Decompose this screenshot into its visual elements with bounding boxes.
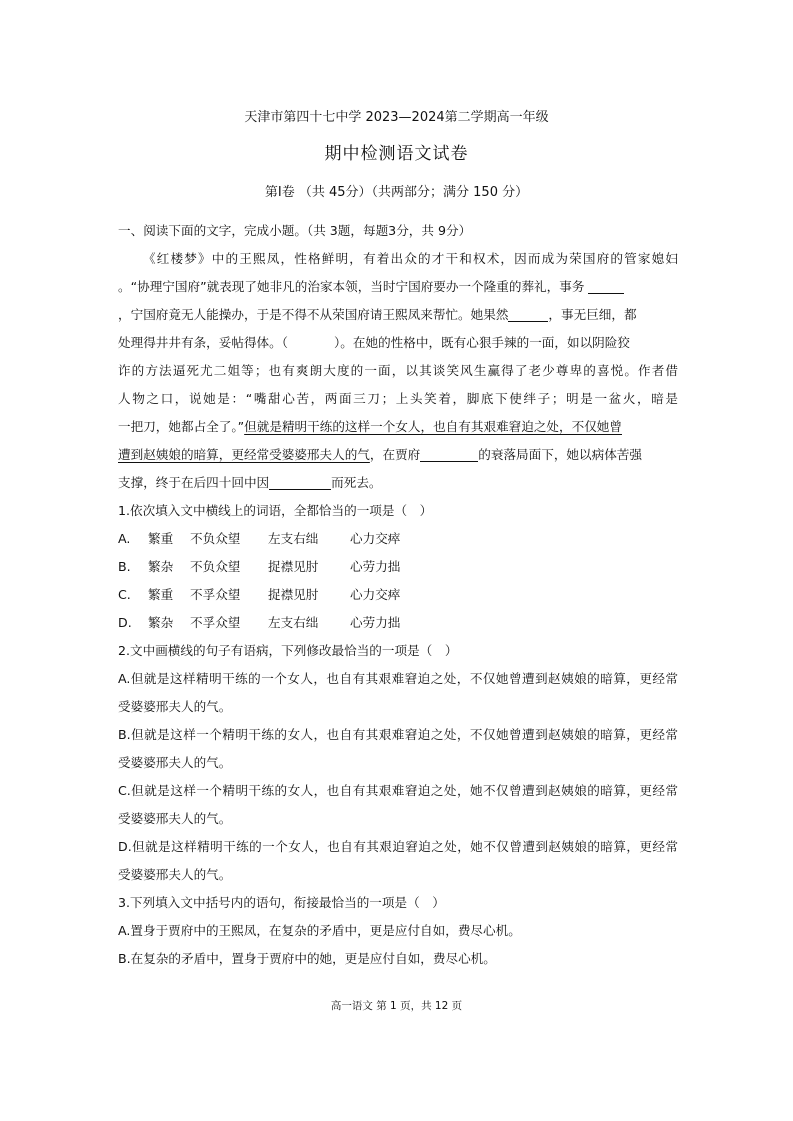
option-b[interactable]: B. 繁杂 不负众望 捉襟见肘 心劳力拙 bbox=[118, 559, 401, 574]
option-a[interactable]: A. 繁重 不负众望 左支右绌 心力交瘁 bbox=[118, 531, 401, 546]
question-stem: 3.下列填入文中括号内的语句，衔接最恰当的一项是（ ） bbox=[118, 895, 445, 910]
question-2 bbox=[118, 637, 678, 889]
passage-line: 。“协理宁国府”就表现了她非凡的治家本领，当时宁国府要办一个隆重的葬礼，事务 bbox=[118, 273, 678, 301]
option-d[interactable]: D. 繁杂 不孚众望 左支右绌 心劳力拙 bbox=[118, 615, 401, 630]
underlined-sentence: 遭到赵姨娘的暗算，更经常受婆婆邢夫人的气 bbox=[118, 447, 370, 462]
passage-line: 一把刀，她都占全了。”但就是精明干练的这样一个女人，也自有其艰难窘迫之处，不仅她曾 bbox=[118, 419, 622, 434]
fill-blank bbox=[269, 475, 331, 490]
fill-blank bbox=[508, 307, 548, 322]
exam-body bbox=[118, 217, 678, 973]
option-a[interactable]: A.但就是这样精明干练的一个女人，也自有其艰难窘迫之处，不仅她曾遭到赵姨娘的暗算，更经常 受婆婆邢夫人的气。 bbox=[118, 671, 678, 714]
question-1 bbox=[118, 497, 678, 637]
volume-info: 第Ⅰ卷 （共 45分）（共两部分；满分 150 分） bbox=[264, 185, 529, 200]
question-stem: 2.文中画横线的句子有语病，下列修改最恰当的一项是（ ） bbox=[118, 643, 458, 658]
passage-line: 处理得井井有条，妥帖得体。（ ）。在她的性格中，既有心狠手辣的一面，如以阴险狡 bbox=[118, 335, 630, 350]
passage-line: 支撑，终于在后四十回中因 而死去。 bbox=[118, 475, 382, 490]
passage-line: ，宁国府竟无人能操办，于是不得不从荣国府请王熙凤来帮忙。她果然 ，事无巨细，都 bbox=[118, 307, 637, 322]
fill-blank bbox=[420, 447, 478, 462]
exam-title: 期中检测语文试卷 bbox=[324, 144, 469, 164]
passage-line: 《红楼梦》中的王熙凤，性格鲜明，有着出众的才干和权术，因而成为荣国府的管家媳妇 bbox=[143, 251, 678, 266]
passage-line: 诈的方法逼死尤二姐等；也有爽朗大度的一面，以其谈笑风生赢得了老少尊卑的喜悦。作者借 bbox=[118, 363, 678, 378]
fill-blank bbox=[588, 279, 624, 294]
option-a[interactable]: A.置身于贾府中的王熙凤，在复杂的矛盾中，更是应付自如，费尽心机。 bbox=[118, 923, 521, 938]
option-c[interactable]: C.但就是这样一个精明干练的女人，也自有其艰难窘迫之处，她不仅曾遭到赵姨娘的暗算，更经常 受婆婆邢夫人的气。 bbox=[118, 783, 678, 826]
reading-passage bbox=[118, 245, 678, 497]
passage-line: 人物之口，说她是：“嘴甜心苦，两面三刀；上头笑着，脚底下使绊子；明是一盆火，暗是 bbox=[118, 391, 678, 406]
underlined-sentence: 但就是精明干练的这样一个女人，也自有其艰难窘迫之处，不仅她曾 bbox=[244, 419, 622, 434]
passage-line: 遭到赵姨娘的暗算，更经常受婆婆邢夫人的气，在贾府 的衰落局面下，她以病体苦强 bbox=[118, 447, 642, 462]
question-stem: 1.依次填入文中横线上的词语，全都恰当的一项是（ ） bbox=[118, 503, 433, 518]
option-b[interactable]: B.但就是这样一个精明干练的女人，也自有其艰难窘迫之处，不仅她曾遭到赵姨娘的暗算，更经常 受婆婆邢夫人的气。 bbox=[118, 727, 678, 770]
question-3 bbox=[118, 889, 678, 973]
option-b[interactable]: B.在复杂的矛盾中，置身于贾府中的她，更是应付自如，费尽心机。 bbox=[118, 951, 496, 966]
option-c[interactable]: C. 繁重 不孚众望 捉襟见肘 心力交瘁 bbox=[118, 587, 401, 602]
section-heading: 一、阅读下面的文字，完成小题。（共 3题，每题3分，共 9分） bbox=[118, 223, 472, 238]
option-d[interactable]: D.但就是这样精明干练的一个女人，也自有其艰迫窘迫之处，她不仅曾遭到赵姨娘的暗算，更经常 受婆婆邢夫人的气。 bbox=[118, 839, 678, 882]
school-header: 天津市第四十七中学 2023—2024第二学期高一年级 bbox=[244, 110, 549, 125]
page-footer: 高一语文 第 1 页，共 12 页 bbox=[330, 1000, 463, 1012]
